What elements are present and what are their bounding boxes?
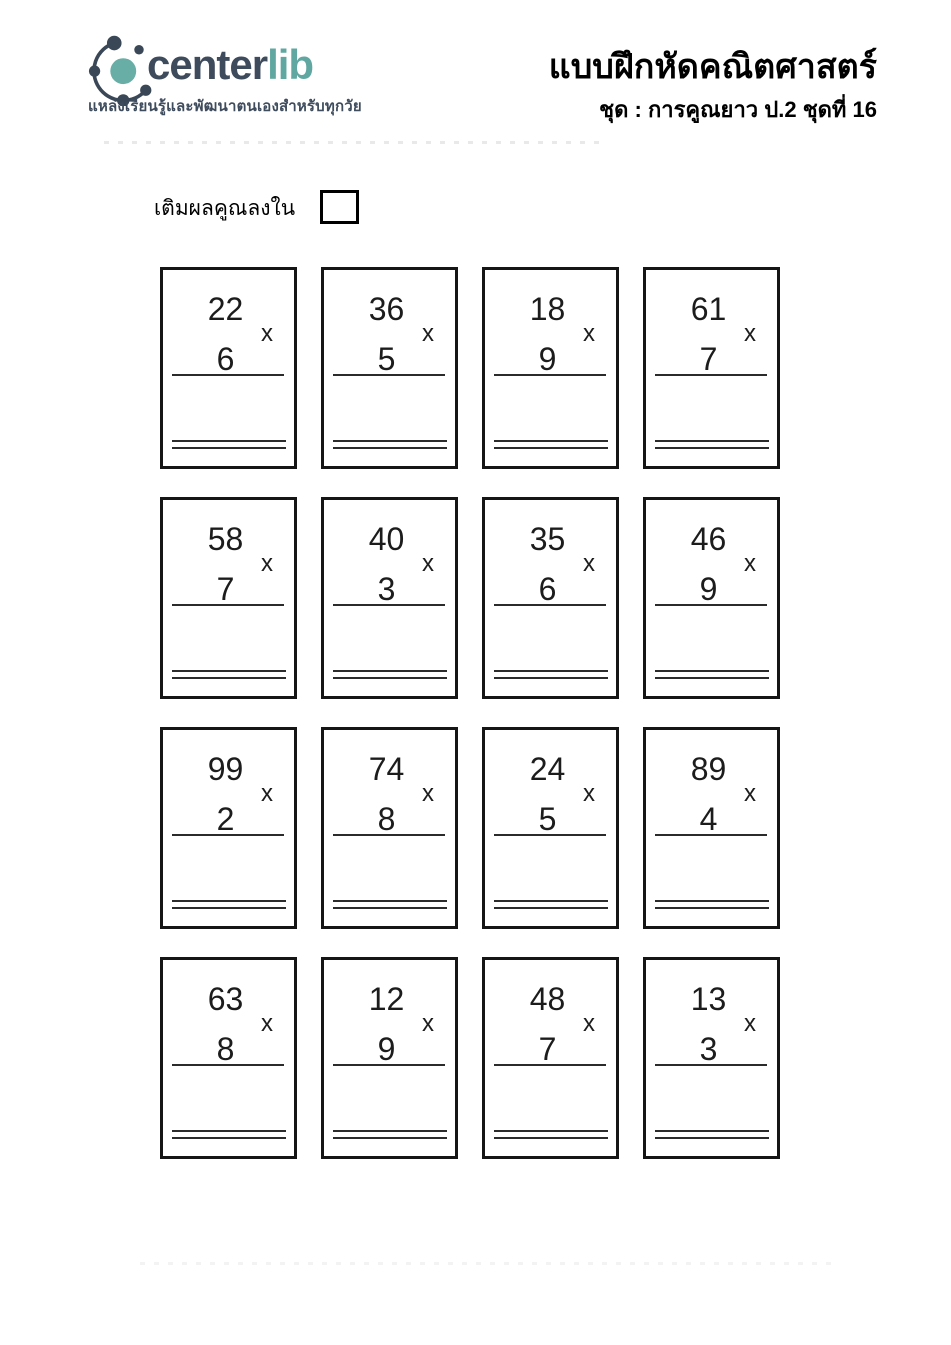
problem-card	[160, 267, 297, 469]
problem-card	[643, 497, 780, 699]
answer-line	[172, 374, 284, 376]
result-double-line	[494, 670, 608, 679]
answer-line	[655, 374, 767, 376]
result-double-line	[494, 1130, 608, 1139]
multiplier: 9	[538, 341, 557, 377]
problem-card	[160, 497, 297, 699]
answer-line	[172, 604, 284, 606]
answer-line	[333, 604, 445, 606]
multiplier: 5	[538, 801, 557, 837]
result-double-line	[333, 440, 447, 449]
multiply-sign: x	[422, 780, 434, 807]
problem-card	[321, 727, 458, 929]
faded-print-artifact-top	[104, 141, 604, 144]
multiplicand: 89	[690, 751, 727, 787]
result-double-line	[655, 670, 769, 679]
problem-card	[482, 267, 619, 469]
result-double-line	[655, 440, 769, 449]
multiply-sign: x	[261, 780, 273, 807]
multiplier: 6	[216, 341, 235, 377]
multiply-sign: x	[583, 550, 595, 577]
worksheet-subtitle: ชุด : การคูณยาว ป.2 ชุดที่ 16	[599, 96, 877, 122]
multiplicand: 18	[529, 291, 566, 327]
answer-line	[655, 834, 767, 836]
instruction-answer-box	[320, 190, 359, 224]
multiply-sign: x	[744, 550, 756, 577]
multiply-sign: x	[744, 780, 756, 807]
multiplier: 3	[699, 1031, 718, 1067]
multiply-sign: x	[583, 320, 595, 347]
answer-line	[494, 834, 606, 836]
problem-card	[321, 497, 458, 699]
problem-card	[321, 957, 458, 1159]
problem-card	[482, 497, 619, 699]
worksheet-title: แบบฝึกหัดคณิตศาสตร์	[548, 48, 877, 86]
answer-line	[172, 834, 284, 836]
multiplicand: 35	[529, 521, 566, 557]
multiplier: 8	[216, 1031, 235, 1067]
answer-line	[655, 1064, 767, 1066]
result-double-line	[172, 1130, 286, 1139]
result-double-line	[333, 1130, 447, 1139]
answer-line	[494, 374, 606, 376]
brand-wordmark-secondary: lib	[267, 41, 314, 88]
multiplicand: 48	[529, 981, 566, 1017]
problem-card	[643, 267, 780, 469]
multiply-sign: x	[422, 320, 434, 347]
problem-card	[482, 957, 619, 1159]
multiplier: 7	[216, 571, 235, 607]
multiply-sign: x	[744, 320, 756, 347]
multiplier: 8	[377, 801, 396, 837]
answer-line	[494, 1064, 606, 1066]
title-block	[549, 46, 877, 127]
problem-card	[482, 727, 619, 929]
result-double-line	[655, 900, 769, 909]
multiplicand: 24	[529, 751, 566, 787]
multiplier: 7	[699, 341, 718, 377]
multiplicand: 74	[368, 751, 405, 787]
answer-line	[655, 604, 767, 606]
multiplicand: 58	[207, 521, 244, 557]
multiplicand: 36	[368, 291, 405, 327]
multiplicand: 22	[207, 291, 244, 327]
multiplicand: 61	[690, 291, 727, 327]
problem-card	[321, 267, 458, 469]
faded-print-artifact-footer	[140, 1262, 840, 1265]
multiplicand: 13	[690, 981, 727, 1017]
result-double-line	[172, 900, 286, 909]
multiplier: 5	[377, 341, 396, 377]
answer-line	[172, 1064, 284, 1066]
multiplier: 4	[699, 801, 718, 837]
result-double-line	[494, 440, 608, 449]
multiply-sign: x	[261, 320, 273, 347]
multiply-sign: x	[261, 1010, 273, 1037]
multiply-sign: x	[744, 1010, 756, 1037]
multiplicand: 63	[207, 981, 244, 1017]
result-double-line	[655, 1130, 769, 1139]
answer-line	[333, 1064, 445, 1066]
multiply-sign: x	[422, 550, 434, 577]
multiplicand: 99	[207, 751, 244, 787]
problem-card	[643, 727, 780, 929]
answer-line	[333, 374, 445, 376]
multiply-sign: x	[422, 1010, 434, 1037]
multiplier: 9	[699, 571, 718, 607]
multiply-sign: x	[583, 780, 595, 807]
problems-grid	[160, 267, 780, 1159]
brand-tagline: แหล่งเรียนรู้และพัฒนาตนเองสำหรับทุกวัย	[88, 98, 362, 115]
result-double-line	[172, 670, 286, 679]
result-double-line	[333, 900, 447, 909]
problem-card	[160, 727, 297, 929]
multiplier: 3	[377, 571, 396, 607]
multiplicand: 46	[690, 521, 727, 557]
multiplier: 9	[377, 1031, 396, 1067]
result-double-line	[333, 670, 447, 679]
multiplicand: 40	[368, 521, 405, 557]
multiplicand: 12	[368, 981, 405, 1017]
multiplier: 6	[538, 571, 557, 607]
multiplier: 7	[538, 1031, 557, 1067]
result-double-line	[494, 900, 608, 909]
problem-card	[160, 957, 297, 1159]
answer-line	[333, 834, 445, 836]
answer-line	[494, 604, 606, 606]
brand-wordmark	[147, 41, 314, 88]
result-double-line	[172, 440, 286, 449]
problem-card	[643, 957, 780, 1159]
brand-wordmark-primary: center	[147, 41, 268, 88]
multiplier: 2	[216, 801, 235, 837]
multiply-sign: x	[261, 550, 273, 577]
instruction-label: เติมผลคูณลงใน	[154, 197, 296, 220]
multiply-sign: x	[583, 1010, 595, 1037]
